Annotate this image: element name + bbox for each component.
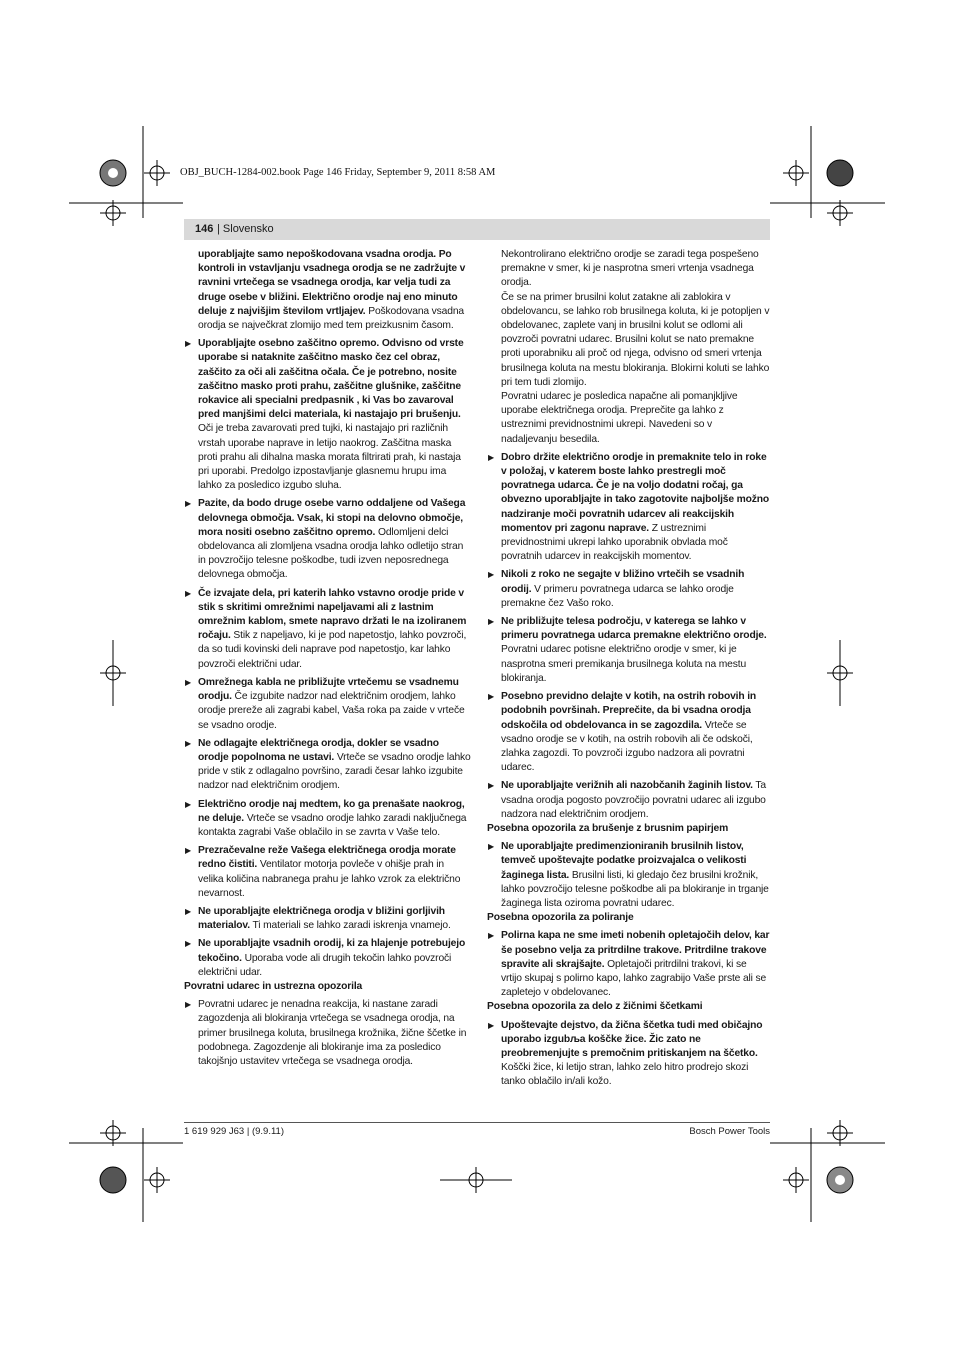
kickback-item [184, 998, 472, 1069]
warning-item [184, 497, 472, 582]
warning-text: Ventilator motorja povleče v ohišje prah in velika količina nabranega prahu je lahko vzrok za električno nevarnost. [198, 859, 461, 899]
warning-item [184, 798, 472, 841]
warning-text: V primeru povratnega udarca se lahko orodje premakne čez Vašo roko. [501, 583, 734, 609]
warning-text: Vrteče se vsadno orodje lahko zaradi naključnega kontakta zagrabi Vaše oblačilo in se zavrta v Vaše telo. [198, 812, 467, 838]
left-column [184, 248, 472, 1069]
warning-item [487, 1019, 770, 1090]
warning-text: Uporaba vode ali drugih tekočin lahko povzroči električni udar. [198, 952, 452, 978]
polishing-heading: Posebna opozorila za poliranje [487, 912, 634, 924]
footer-divider [184, 1122, 770, 1123]
wire-brush-heading: Posebna opozorila za delo z žičnimi ščetkami [487, 1001, 703, 1013]
proof-header: OBJ_BUCH-1284-002.book Page 146 Friday, September 9, 2011 8:58 AM [180, 167, 496, 178]
warning-text: Z ustreznimi previdnostnimi ukrepi lahko uporabnik obvlada moč povratnih udarcev in reakcijskih momentov. [501, 522, 728, 563]
warning-item [487, 929, 770, 1000]
bullet-icon: ▶ [488, 781, 495, 791]
warning-bold: Dobro držite električno orodje in premaknite telo in roke v položaj, v katerem boste lahko prestregli moč povratnega udarca. Če je na voljo dodatni ročaj, ga obvezno uporabljajte in tako zagotovite najboljše možno nadziranje moči povratnih udarcev ali reakcijskih momentov pri zagonu naprave. [501, 451, 770, 534]
warning-item [487, 779, 770, 822]
bullet-icon: ▶ [185, 339, 192, 349]
warning-bold: Upoštevajte dejstvo, da žična ščetka tudi med običajno uporabo izgubља koščke žice. Žic zato ne preobremenjujte s premočnim pritiskanjem na ščetko. [501, 1019, 763, 1059]
right-column [487, 248, 770, 1090]
bullet-icon: ▶ [185, 906, 192, 916]
warning-text: Opletajoči pritrdilni trakovi, ki se vrtijo skupaj s polirno kapo, lahko zagrabijo Vaše prste ali se zapletejo v obdelovanec. [501, 958, 767, 999]
bullet-icon: ▶ [185, 677, 192, 687]
warning-bold: Ne uporabljajte predimenzioniranih brusilnih listov, temveč upoštevajte podatke proizvajalca o velikosti žaginega lista. [501, 841, 747, 881]
warning-item [184, 937, 472, 980]
warning-text: Odlomljeni delci obdelovanca ali zlomljena vsadna orodja lahko odletijo stran in povzročijo telesne poškodbe, tudi izven neposrednega delovnega območja. [198, 526, 464, 581]
warning-bold: Električno orodje naj medtem, ko ga prenašate naokrog, ne deluje. [198, 798, 465, 824]
warning-item [184, 737, 472, 794]
warning-item [184, 337, 472, 493]
warning-item [184, 844, 472, 901]
bullet-icon: ▶ [488, 1020, 495, 1030]
warning-text: Brusilni listi, ki gledajo čez brusilni krožnik, lahko povzročijo telesne poškodbe ali pa blokiranje in trganje žaginega lista oziroma povratni udarec. [501, 869, 769, 909]
bullet-icon: ▶ [488, 452, 495, 462]
bullet-icon: ▶ [488, 570, 495, 580]
warning-text: Stik z napeljavo, ki je pod napetostjo, lahko povzroči, da so tudi kovinski deli naprave pod napetostjo, kar lahko povzroči električni udar. [198, 630, 467, 670]
warning-text: Če izgubite nadzor nad električnim orodjem, lahko orodje prereže ali zagrabi kabel, Vaša roka pa zaide v vrteče se vsadno orodje. [198, 691, 465, 731]
bullet-icon: ▶ [185, 588, 192, 598]
warning-bold: Omrežnega kabla ne približujte vrtečemu se vsadnemu orodju. [198, 676, 459, 703]
warning-bold: Prezračevalne reže Vašega električnega orodja morate redno čistiti. [198, 845, 456, 871]
warning-item [184, 587, 472, 672]
kickback-para-2: Če se na primer brusilni kolut zatakne ali zablokira v obdelovancu, se lahko rob brusilnega koluta, ki je potopljen v obdelovanec, zaplete vanj in brusilni kolut se odlomi ali povzroči povratni udarec. Brusilni kolut se nato premakne proti uporabniku ali proč od njega, odvisno od smeri vrtenja brusilnega koluta na mestu blokiranja. Blokirni koluti se lahko pri tem tudi zlomijo. [501, 291, 770, 388]
bullet-icon: ▶ [185, 846, 192, 856]
warning-item [184, 676, 472, 733]
warning-item [487, 568, 770, 611]
warning-text: Vrteče se vsadno orodje lahko pride v stik z odlagalno površino, zaradi česar lahko izgubite nadzor nad električnim orodjem. [198, 751, 471, 792]
kickback-text: Povratni udarec je nenadna reakcija, ki nastane zaradi zagozdenja ali blokiranja vrtečega se vsadnega orodja, na primer brusilnega koluta, brusilnega krožnika, žične ščetke in podobnega. Zagozdenje ali blokiranje ima za posledico takojšnjo ustavitev vrtečega se vsadnega orodja. [198, 999, 467, 1067]
warning-bold: Uporabljajte osebno zaščitno opremo. Odvisno od vrste uporabe si nataknite zaščitno masko čez cel obraz, zaščito za oči ali zaščitna očala. Če je potrebno, nosite zaščitno masko proti prahu, zaščitne glušnike, zaščitne rokavice ali specialni predpasnik , ki Vas bo zavaroval pred manjšimi delci materiala, ki nastajajo pri brušenju. [198, 338, 464, 421]
warning-bold: Polirna kapa ne sme imeti nobenih opletajočih delov, kar še posebno velja za pritrdilne trakove. Pritrdilne trakove spravite ali skrajšajte. [501, 930, 770, 970]
warning-text: Povratni udarec potisne električno orodje v smer, ki je nasprotna smeri premikanja brusilnega koluta na mestu blokiranja. [501, 644, 747, 684]
footer-brand: Bosch Power Tools [689, 1126, 770, 1137]
warning-bold: Ne uporabljajte verižnih ali nazobčanih žaginih listov. [501, 780, 753, 792]
intro-bold: uporabljajte samo nepoškodovana vsadna orodja. Po kontroli in vstavljanju vsadnega orodja se ne zadržujte v ravnini vrtečega se vsadnega orodja, kar velja tudi za druge osebe v bližini. Električno orodje naj eno minuto deluje z najvišjim številom vrtljajev. [198, 249, 466, 317]
bullet-icon: ▶ [185, 738, 192, 748]
warning-item [487, 451, 770, 565]
bullet-icon: ▶ [185, 499, 192, 509]
kickback-heading: Povratni udarec in ustrezna opozorila [184, 980, 363, 992]
warning-text: Ta vsadna orodja pogosto povzročijo povratni udarec ali izgubo nadzora nad električnim orodjem. [501, 780, 766, 820]
bullet-icon: ▶ [488, 617, 495, 627]
warning-bold: Ne približujte telesa področju, v katerega se lahko v primeru povratnega udarca premakne električno orodje. [501, 616, 767, 642]
footer-doc-number: 1 619 929 J63 | (9.9.11) [184, 1126, 285, 1137]
intro-paragraph [184, 248, 472, 333]
warning-bold: Ne odlagajte električnega orodja, dokler se vsadno orodje popolnoma ne ustavi. [198, 737, 439, 763]
warning-text: Ti materiali se lahko zaradi iskrenja vnamejo. [249, 920, 451, 932]
warning-bold: Pazite, da bodo druge osebe varno oddaljene od Vašega delovnega območja. Vsak, ki stopi na delovno območje, mora nositi osebno zaščitno opremo. [198, 498, 466, 538]
warning-item [487, 615, 770, 686]
bullet-icon: ▶ [185, 1000, 192, 1010]
page-number: 146 [195, 223, 214, 235]
warning-bold: Nikoli z roko ne segajte v bližino vrtečih se vsadnih orodij. [501, 569, 745, 595]
bullet-icon: ▶ [185, 799, 192, 809]
warning-bold: Če izvajate dela, pri katerih lahko vstavno orodje pride v stik s skritimi omrežnimi napeljavami ali z lastnim omrežnim kablom, smete napravo držati le na izoliranem ročaju. [198, 587, 467, 642]
bullet-icon: ▶ [488, 931, 495, 941]
warning-item [487, 690, 770, 775]
warning-item [184, 905, 472, 933]
bullet-icon: ▶ [488, 842, 495, 852]
warning-bold: Posebno previdno delajte v kotih, na ostrih robovih in podobnih površinah. Preprečite, da bi vsadna orodja odskočila od obdelovanca in se zagozdila. [501, 691, 757, 731]
bullet-icon: ▶ [185, 939, 192, 949]
warning-text: Koščki žice, ki letijo stran, lahko zelo hitro prodrejo skozi tanko oblačilo in/ali kožo. [501, 1062, 749, 1088]
sanding-heading: Posebna opozorila za brušenje z brusnim papirjem [487, 822, 729, 834]
warning-bold: Ne uporabljajte električnega orodja v bližini gorljivih materialov. [198, 905, 445, 932]
warning-text: Oči je treba zavarovati pred tujki, ki nastajajo pri različnih vrstah uporabe naprave in letijo naokrog. Zaščitna maska proti prahu ali dihalna maska morata filtrirati prah, ki nastaja pri uporabi. Predolgo izpostavljanje glasnemu hrupu ima lahko za posledico izgubo sluha. [198, 423, 461, 492]
warning-item [487, 840, 770, 911]
warning-text: Vrteče se vsadno orodje se v kotih, na ostrih robovih ali če odskoči, zlahka zagozdi. To povzroči izgubo nadzora ali povratni udarec. [501, 719, 753, 774]
warning-bold: Ne uporabljajte vsadnih orodij, ki za hlajenje potrebujejo tekočino. [198, 938, 466, 964]
section-name: | Slovensko [217, 223, 274, 235]
kickback-para-3: Povratni udarec je posledica napačne ali pomanjkljive uporabe električnega orodja. Preprečite ga lahko z ustreznimi previdnostnimi ukrepi. Navedeni so v nadaljevanju besedila. [501, 391, 738, 445]
intro-text: Poškodovana vsadna orodja se največkrat zlomijo med tem preizkusnim časom. [198, 305, 464, 332]
bullet-icon: ▶ [488, 692, 495, 702]
kickback-para-1: Nekontrolirano električno orodje se zaradi tega pospešeno premakne v smer, ki je nasprotna smeri vrtenja vsadnega orodja. [501, 249, 759, 289]
